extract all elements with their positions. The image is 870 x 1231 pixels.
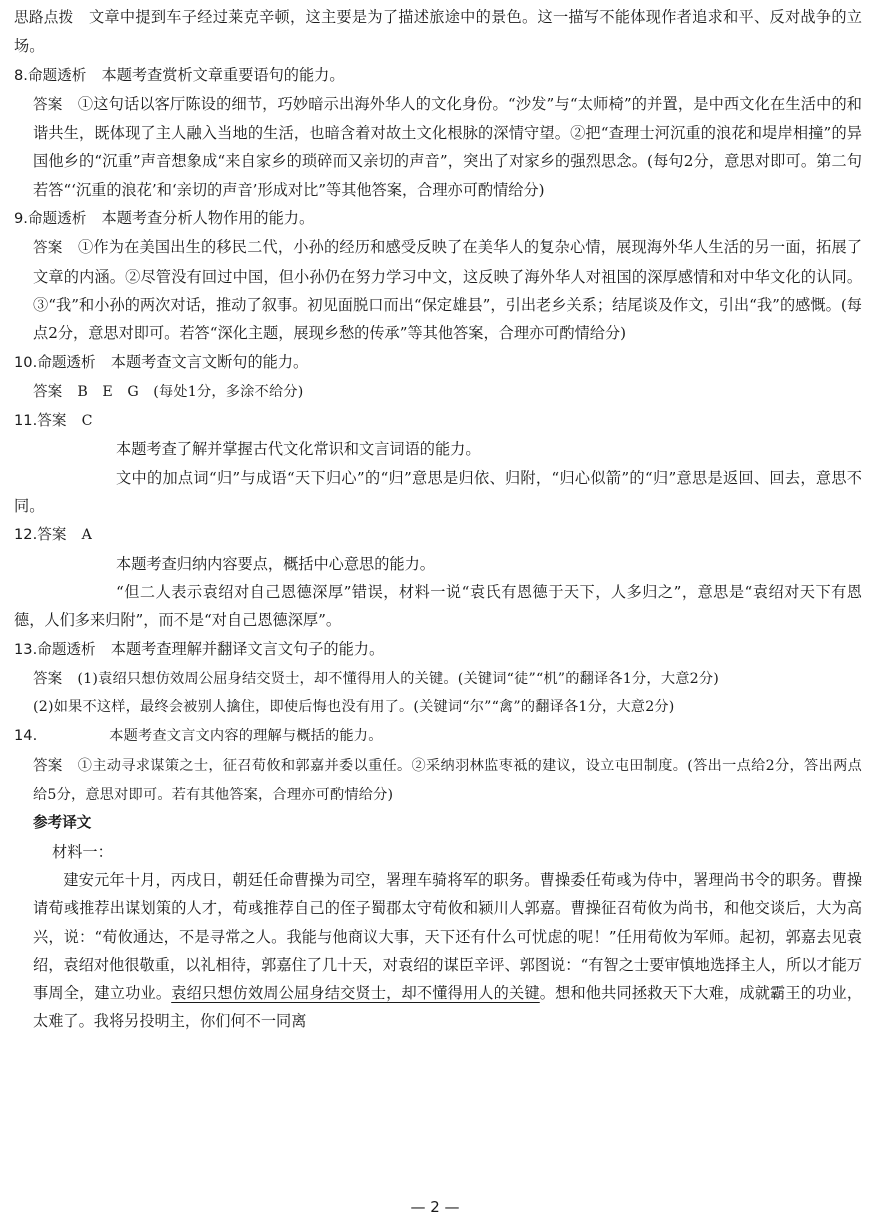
q10-number: 10. xyxy=(14,353,38,371)
q7-text: 文章中提到车子经过莱克辛顿，这主要是为了描述旅途中的景色。这一描写不能体现作者追求和平、反对战争的立场。 xyxy=(14,8,862,56)
q13-label: 命题透析 xyxy=(37,640,96,658)
q14-head xyxy=(14,721,862,750)
translation-text-a: 建安元年十月，丙戌日，朝廷任命曹操为司空，署理车骑将军的职务。曹操委任荀彧为侍中，署理尚书令的职务。曹操请荀彧推荐出谋划策的人才，荀彧推荐自己的侄子蜀郡太守荀攸和颍川人郭嘉。曹操征召荀攸为尚书，和他交谈后，大为高兴，说：“荀攸通达，不是寻常之人。我能与他商议大事，天下还有什么可忧虑的呢！”任用荀攸为军师。起初，郭嘉去见袁绍，袁绍对他很敬重，以礼相待，郭嘉住了几十天，对袁绍的谋臣辛评、郭图说：“有智之士要审慎地选择主人，所以才能万事周全，建立功业。 xyxy=(33,870,862,1003)
q14-intro: 本题考查文言文内容的理解与概括的能力。 xyxy=(109,728,383,745)
q10-head xyxy=(14,348,862,377)
q13-answer1-text: (1)袁绍只想仿效周公屈身结交贤士，却不懂得用人的关键。(关键词“徒”“机”的翻译各1分，大意2分) xyxy=(77,670,719,687)
translation-underlined: 袁绍只想仿效周公屈身结交贤士，却不懂得用人的关键 xyxy=(171,984,540,1003)
q11-line1: 本题考查了解并掌握古代文化常识和文言词语的能力。 xyxy=(116,440,481,459)
q8-number: 8. xyxy=(14,66,28,84)
q12-answer-label: 答案 xyxy=(37,526,67,544)
q14-answer-label: 答案 xyxy=(33,756,63,774)
q12-line1: 本题考查归纳内容要点，概括中心意思的能力。 xyxy=(116,554,435,573)
q8-answer-text: ①这句话以客厅陈设的细节，巧妙暗示出海外华人的文化身份。“沙发”与“太师椅”的并置，是中西文化在生活中的和谐共生，既体现了主人融入当地的生活，也暗含着对故土文化根脉的深情守望。②把“查理士河沉重的浪花和堤岸相撞”的异国他乡的“沉重”声音想象成“来自家乡的琐碎而又亲切的声音”，突出了对家乡的强烈思念。(每句2分，意思对即可。第二句若答“‘沉重的浪花’和‘亲切的声音’形成对比”等其他答案，合理亦可酌情给分) xyxy=(33,94,862,199)
q14-answer-text: ①主动寻求谋策之士，征召荀攸和郭嘉并委以重任。②采纳羽林监枣祗的建议，设立屯田制度。(答出一点给2分，答出两点给5分，意思对即可。若有其他答案，合理亦可酌情给分) xyxy=(33,757,862,804)
q9-head xyxy=(14,204,862,233)
q13-answer2: (2)如果不这样，最终会被别人擒住，即使后悔也没有用了。(关键词“尔”“禽”的翻译各1分，大意2分) xyxy=(33,699,675,716)
q13-head xyxy=(14,635,862,664)
q9-label: 命题透析 xyxy=(27,210,87,228)
q8-answer-label: 答案 xyxy=(33,95,63,113)
q12-line2 xyxy=(14,578,862,635)
q8-answer xyxy=(14,90,862,204)
q10-label: 命题透析 xyxy=(37,353,96,371)
q9-answer xyxy=(14,233,862,347)
q10-answer-label: 答案 xyxy=(33,382,63,400)
q11-number: 11. xyxy=(14,412,38,430)
q11-line2-text: 文中的加点词“归”与成语“天下归心”的“归”意思是归依、归附，“归心似箭”的“归”意思是返回、回去，意思不同。 xyxy=(14,468,862,516)
q11-answer-label: 答案 xyxy=(37,412,67,430)
q12-answer-choice: A xyxy=(81,527,93,544)
translation-heading: 参考译文 xyxy=(33,814,92,832)
q12-head xyxy=(14,520,862,549)
q13-number: 13. xyxy=(14,640,38,658)
document-page xyxy=(14,3,862,1036)
translation-subheading: 材料一： xyxy=(52,842,113,861)
q9-answer-text: ①作为在美国出生的移民二代，小孙的经历和感受反映了在美华人的复杂心情，展现海外华人生活的另一面，拓展了文章的内涵。②尽管没有回过中国，但小孙仍在努力学习中文，这反映了海外华人对祖国的深厚感情和对中华文化的认同。③“我”和小孙的两次对话，推动了叙事。初见面脱口而出“保定雄县”，引出老乡关系；结尾谈及作文，引出“我”的感慨。(每点2分，意思对即可。若答“深化主题，展现乡愁的传承”等其他答案，合理亦可酌情给分) xyxy=(33,238,863,343)
translation-paragraph xyxy=(14,866,862,1036)
q9-intro: 本题考查分析人物作用的能力。 xyxy=(101,209,315,228)
q13-answer1 xyxy=(14,664,862,693)
q8-head xyxy=(14,61,862,90)
q9-number: 9. xyxy=(14,210,28,228)
q10-answer xyxy=(14,377,862,406)
q7-tip xyxy=(14,3,862,61)
q14-number: 14. xyxy=(14,727,38,745)
q11-line2 xyxy=(14,464,862,521)
q10-intro: 本题考查文言文断句的能力。 xyxy=(110,352,309,371)
q13-intro: 本题考查理解并翻译文言文句子的能力。 xyxy=(110,639,385,658)
q13-answer-label: 答案 xyxy=(33,669,63,687)
translation-text-b: 。想和他共同拯救天下大难，成就霸王的功业，太难了。我将另投明主，你们何不一同离 xyxy=(33,984,863,1031)
q11-head xyxy=(14,406,862,435)
q7-label: 思路点拨 xyxy=(14,9,74,26)
q12-line2-text: “但二人表示袁绍对自己恩德深厚”错误，材料一说“袁氏有恩德于天下，人多归之”，意思是“袁绍对天下有恩德，人们多来归附”，而不是“对自己恩德深厚”。 xyxy=(14,582,862,630)
q9-answer-label: 答案 xyxy=(33,239,63,257)
q8-intro: 本题考查赏析文章重要语句的能力。 xyxy=(101,65,345,84)
q10-answer-text: B E G (每处1分，多涂不给分) xyxy=(77,383,304,400)
q8-label: 命题透析 xyxy=(27,66,87,84)
q12-number: 12. xyxy=(14,526,38,544)
q14-answer xyxy=(14,751,862,810)
page-number: — 2 — xyxy=(410,1198,460,1216)
q11-answer-choice: C xyxy=(81,413,93,430)
